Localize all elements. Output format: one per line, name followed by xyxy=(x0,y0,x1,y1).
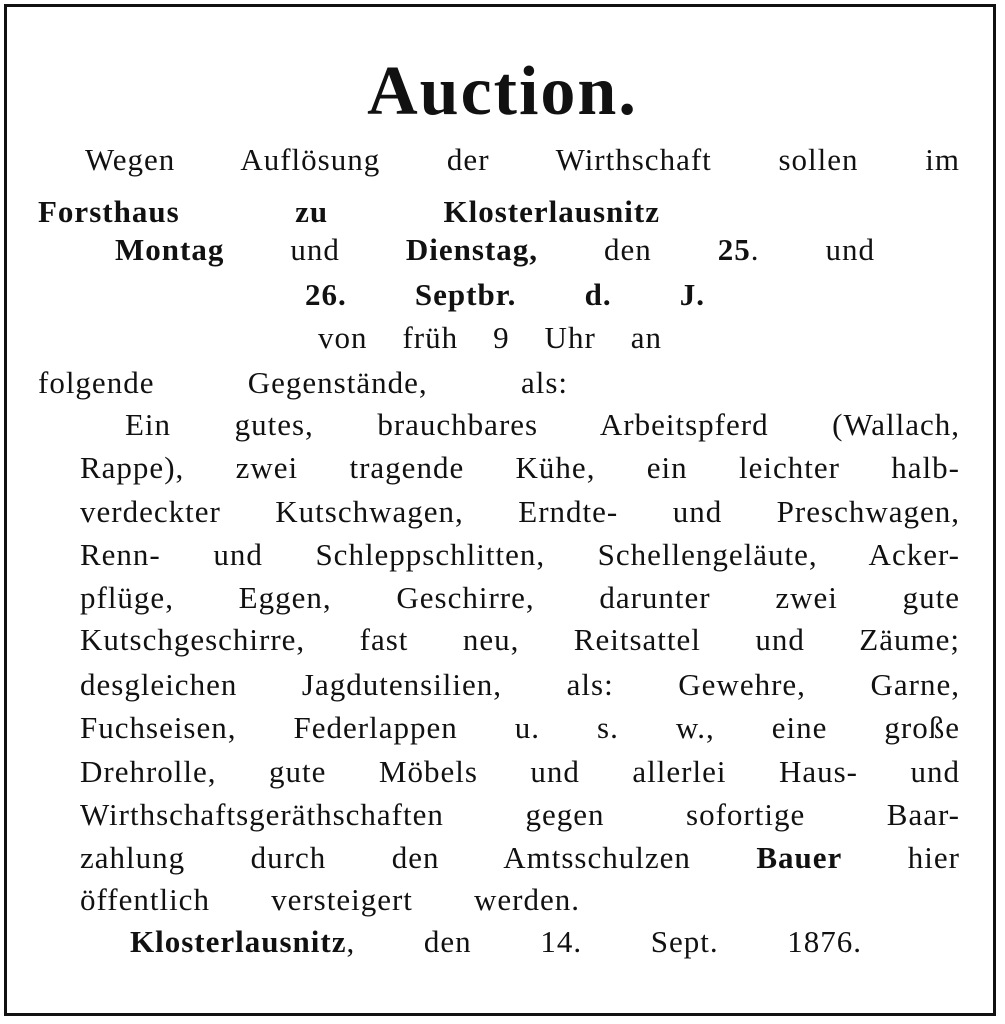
text-line xyxy=(115,230,875,270)
text-segment: von früh 9 Uhr an xyxy=(318,320,662,355)
text-segment: desgleichen Jagdutensilien, als: Gewehre, Garne, xyxy=(80,667,960,702)
bold-text-segment: 26. Septbr. d. J. xyxy=(305,277,705,312)
text-segment: hier xyxy=(842,840,960,875)
bold-text-segment: Montag xyxy=(115,232,225,267)
bold-text-segment: Klosterlausnitz xyxy=(130,924,347,959)
text-segment: folgende Gegenstände, als: xyxy=(38,365,568,400)
bold-text-segment: Dienstag, xyxy=(405,232,538,267)
text-segment: Wirthschaftsgeräthschaften gegen sofortige Baar- xyxy=(80,797,960,832)
text-segment: und xyxy=(224,232,406,267)
text-line xyxy=(80,665,960,705)
text-line xyxy=(80,448,960,488)
text-segment: . und xyxy=(750,232,876,267)
text-segment: öffentlich versteigert werden. xyxy=(80,882,580,917)
text-segment: Fuchseisen, Federlappen u. s. w., eine große xyxy=(80,710,960,745)
text-segment: , den 14. Sept. 1876. xyxy=(346,924,862,959)
text-line xyxy=(80,535,960,575)
bold-text-segment: Bauer xyxy=(756,840,843,875)
text-line xyxy=(80,880,580,920)
text-segment: Wegen Auflösung der Wirthschaft sollen im xyxy=(85,142,960,177)
text-line xyxy=(80,838,960,878)
bold-text-segment: Forsthaus zu Klosterlausnitz xyxy=(38,194,660,229)
text-line xyxy=(80,795,960,835)
text-segment: Kutschgeschirre, fast neu, Reitsattel und Zäume; xyxy=(80,622,960,657)
text-segment: Renn- und Schleppschlitten, Schellengeläute, Acker- xyxy=(80,537,960,572)
text-segment: verdeckter Kutschwagen, Erndte- und Preschwagen, xyxy=(80,494,960,529)
text-line xyxy=(85,140,960,180)
text-line xyxy=(80,752,960,792)
text-line xyxy=(125,405,960,445)
text-segment: zahlung durch den Amtsschulzen xyxy=(80,840,757,875)
text-line xyxy=(80,620,960,660)
text-line xyxy=(38,363,568,403)
text-segment: pflüge, Eggen, Geschirre, darunter zwei gute xyxy=(80,580,960,615)
text-segment: Drehrolle, gute Möbels und allerlei Haus- und xyxy=(80,754,960,789)
bold-text-segment: 25 xyxy=(717,232,751,267)
text-line xyxy=(305,275,705,315)
auction-heading: Auction. xyxy=(367,53,638,130)
text-line xyxy=(38,192,660,232)
text-segment: Rappe), zwei tragende Kühe, ein leichter halb- xyxy=(80,450,960,485)
text-segment: Ein gutes, brauchbares Arbeitspferd (Wallach, xyxy=(125,407,960,442)
text-line xyxy=(130,922,862,962)
text-segment: den xyxy=(537,232,718,267)
text-line xyxy=(80,578,960,618)
text-line xyxy=(318,318,662,358)
text-line xyxy=(80,708,960,748)
text-line xyxy=(80,492,960,532)
